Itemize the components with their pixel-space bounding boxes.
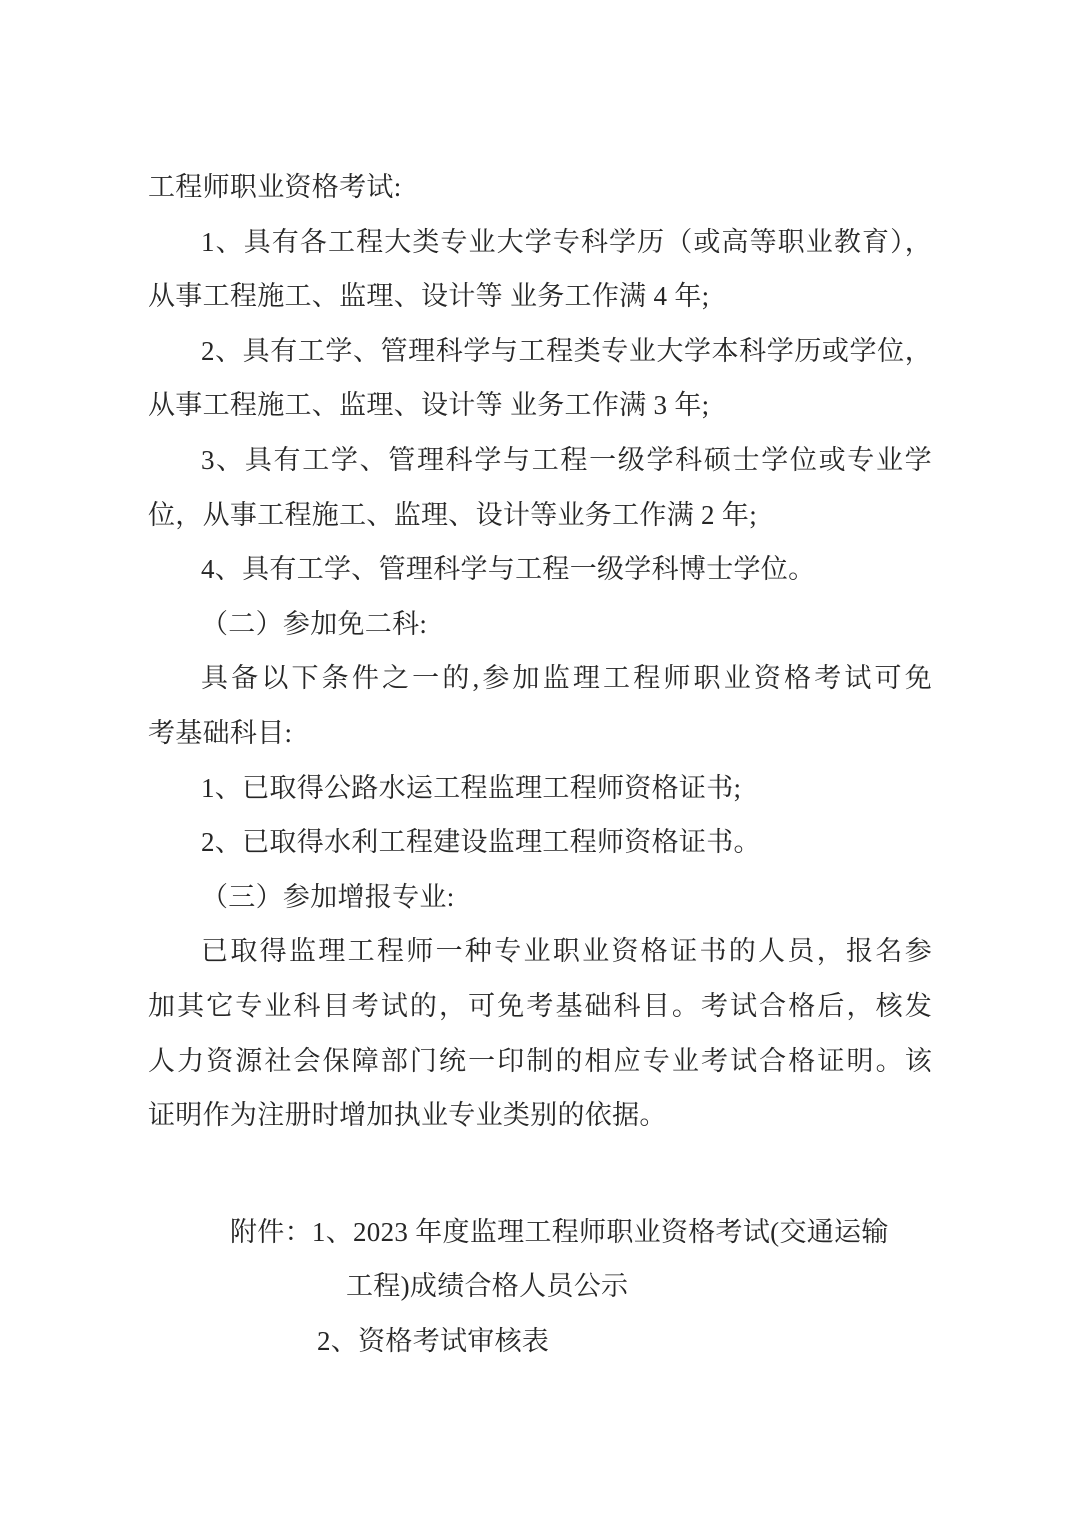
section-3-paragraph-line-1: 已取得监理工程师一种专业职业资格证书的人员，报名参 bbox=[201, 936, 932, 967]
section-3-paragraph-line-3: 人力资源社会保障部门统一印制的相应专业考试合格证明。该 bbox=[148, 1045, 932, 1076]
doc-item-2-continuation: 从事工程施工、监理、设计等 业务工作满 3 年; bbox=[148, 390, 710, 421]
attachment-item-1-continuation: 工程)成绩合格人员公示 bbox=[346, 1271, 629, 1302]
document-body bbox=[148, 160, 932, 1368]
attachment-block bbox=[148, 1205, 932, 1369]
doc-line-continuation: 工程师职业资格考试: bbox=[148, 172, 402, 202]
section-2-intro: 具备以下条件之一的,参加监理工程师职业资格考试可免 bbox=[201, 663, 932, 694]
section-2-intro-continuation: 考基础科目: bbox=[148, 717, 293, 748]
doc-item-1: 1、具有各工程大类专业大学专科学历（或高等职业教育）， bbox=[201, 226, 932, 257]
attachment-item-1: 附件：1、2023 年度监理工程师职业资格考试(交通运输 bbox=[230, 1216, 889, 1247]
attachment-item-2: 2、资格考试审核表 bbox=[317, 1325, 550, 1356]
doc-item-1-continuation: 从事工程施工、监理、设计等 业务工作满 4 年; bbox=[148, 281, 710, 312]
doc-item-3-continuation: 位，从事工程施工、监理、设计等业务工作满 2 年; bbox=[148, 499, 758, 530]
section-2-item-2: 2、已取得水利工程建设监理工程师资格证书。 bbox=[201, 827, 761, 858]
section-3-paragraph-line-4: 证明作为注册时增加执业专业类别的依据。 bbox=[148, 1100, 667, 1131]
section-heading-2: （二）参加免二科: bbox=[201, 608, 428, 639]
section-2-item-1: 1、已取得公路水运工程监理工程师资格证书; bbox=[201, 772, 742, 803]
doc-item-4: 4、具有工学、管理科学与工程一级学科博士学位。 bbox=[201, 554, 816, 585]
doc-item-2: 2、具有工学、管理科学与工程类专业大学本科学历或学位， bbox=[201, 335, 932, 366]
section-3-paragraph-line-2: 加其它专业科目考试的，可免考基础科目。考试合格后，核发 bbox=[148, 990, 932, 1021]
section-heading-3: （三）参加增报专业: bbox=[201, 881, 455, 912]
doc-item-3: 3、具有工学、管理科学与工程一级学科硕士学位或专业学 bbox=[201, 444, 932, 475]
